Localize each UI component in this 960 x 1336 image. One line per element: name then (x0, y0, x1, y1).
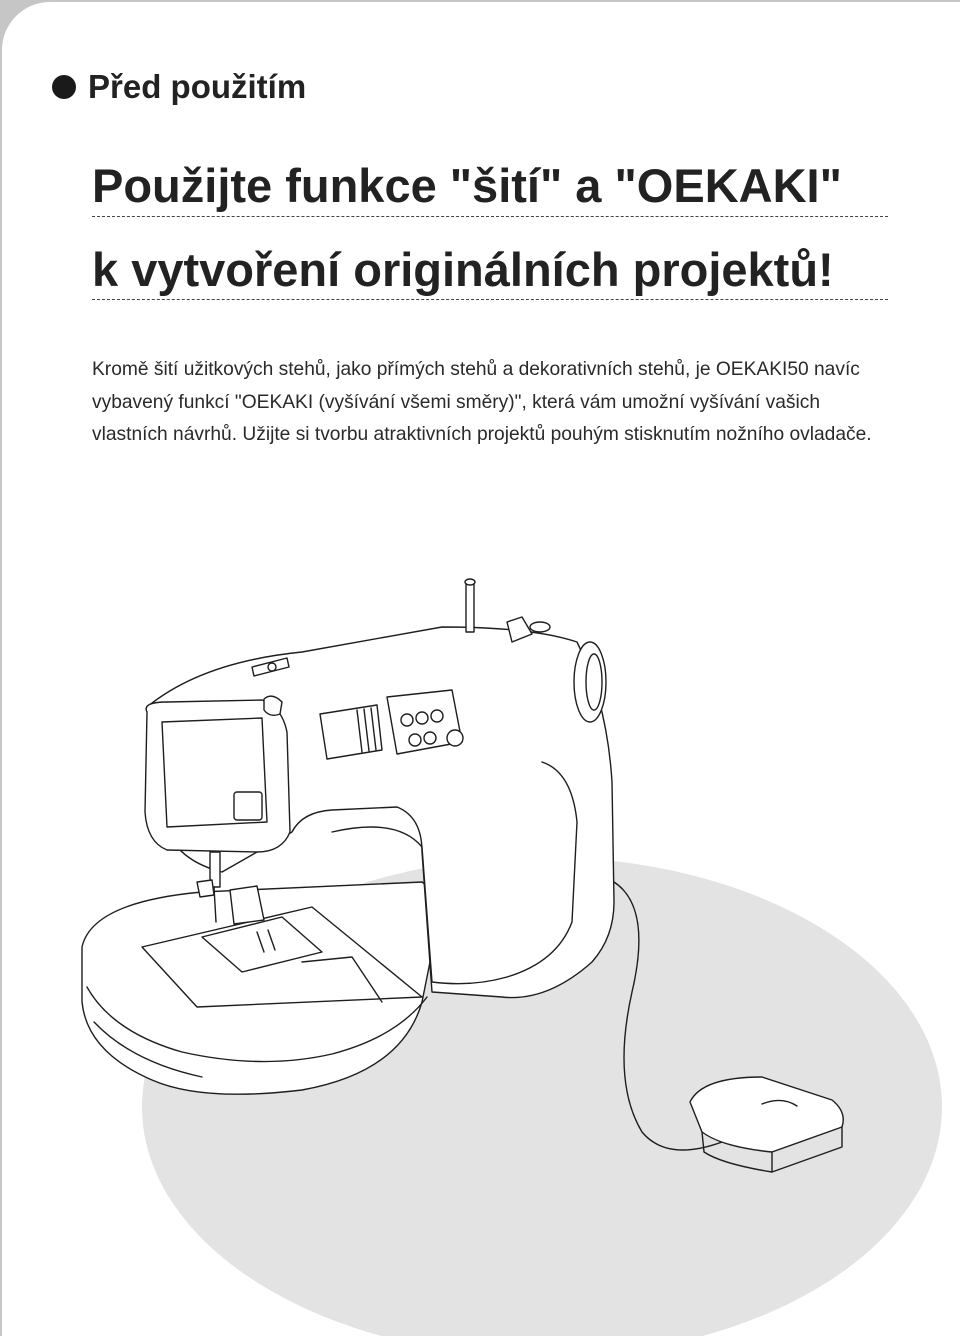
panel-button-1 (401, 714, 413, 726)
page-title-line-2: k vytvoření originálních projektů! (92, 243, 834, 296)
intro-paragraph: Kromě šití užitkových stehů, jako přímých stehů a dekorativních stehů, je OEKAKI50 navíc vybavený funkcí "OEKAKI (vyšívání všemi směry)", která vám umožní vyšívání vašich vlastních návrhů. Užijte si tvorbu atraktivních projektů pouhým stisknutím nožního ovladače. (92, 359, 872, 445)
panel-button-4 (409, 734, 421, 746)
section-title: Před použitím (88, 68, 307, 105)
handwheel (574, 642, 606, 722)
machine-head (145, 700, 290, 852)
panel-button-3 (431, 710, 443, 722)
panel-button-2 (416, 712, 428, 724)
section-header (52, 68, 306, 106)
title-divider-2 (92, 299, 888, 300)
panel-button-6 (447, 730, 463, 746)
spool-pin (466, 582, 474, 632)
manual-page (2, 2, 960, 1336)
panel-button-5 (424, 732, 436, 744)
stitch-selector-window (320, 705, 382, 759)
page-title-line-1: Použijte funkce "šití" a "OEKAKI" (92, 159, 842, 212)
sewing-machine-illustration (2, 562, 960, 1336)
bullet-icon (52, 75, 76, 99)
title-divider-1 (92, 216, 888, 217)
